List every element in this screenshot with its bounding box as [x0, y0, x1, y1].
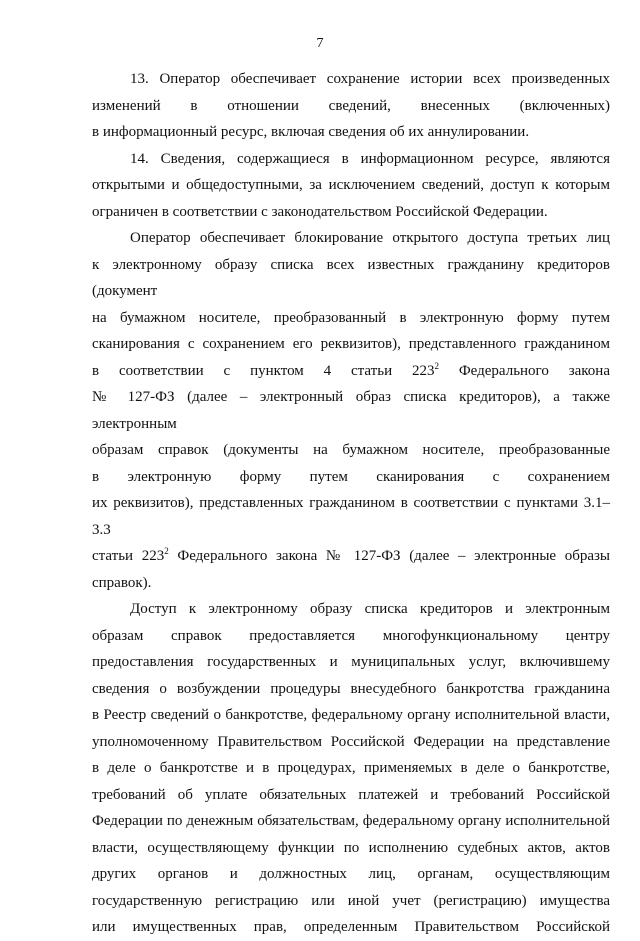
text-line: сведения о возбуждении процедуры внесудебного банкротства гражданина — [92, 680, 610, 697]
text-line: на бумажном носителе, преобразованный в электронную форму путем — [92, 309, 610, 326]
text-line: 13. Оператор обеспечивает сохранение истории всех произведенных — [130, 71, 610, 87]
text-line: ограничен в соответствии с законодательством Российской Федерации. — [92, 203, 548, 220]
text-line: других органов и должностных лиц, органам, осуществляющим — [92, 866, 610, 882]
text-line: Федерации по денежным обязательствам, федеральному органу исполнительной — [92, 813, 610, 829]
text-line: к электронному образу списка всех известных гражданину кредиторов (документ — [92, 256, 610, 299]
text-line: в Реестр сведений о банкротстве, федеральному органу исполнительной власти, — [92, 707, 610, 723]
paragraph-operator-blocking — [92, 225, 610, 596]
text-line-with-superscript — [92, 358, 610, 385]
text-line: государственную регистрацию или иной учет (регистрацию) имущества — [92, 892, 610, 909]
text-fragment: Федерального закона № 127-ФЗ (далее – электронные образы — [168, 548, 610, 564]
paragraph-14 — [92, 146, 610, 226]
text-line: предоставления государственных и муниципальных услуг, включившему — [92, 654, 610, 670]
superscript: 2 — [434, 360, 439, 371]
text-fragment: в соответствии с пунктом 4 статьи 223 — [92, 362, 435, 379]
text-line: справок). — [92, 574, 152, 591]
text-line: сканирования с сохранением его реквизитов), представленного гражданином — [92, 336, 610, 352]
text-line: открытыми и общедоступными, за исключением сведений, доступ к которым — [92, 177, 610, 193]
page-number: 7 — [316, 36, 324, 51]
text-line: Оператор обеспечивает блокирование открытого доступа третьих лиц — [130, 230, 610, 246]
paragraph-13 — [92, 66, 610, 146]
text-line: власти, осуществляющему функции по исполнению судебных актов, актов — [92, 839, 610, 856]
text-line: № 127-ФЗ (далее – электронный образ списка кредиторов), а также электронным — [92, 389, 610, 432]
text-line: или имущественных прав, определенным Правительством Российской — [92, 919, 610, 935]
superscript: 2 — [164, 546, 169, 556]
text-line: Доступ к электронному образу списка кредиторов и электронным — [130, 601, 610, 617]
text-line: образам справок (документы на бумажном носителе, преобразованные — [92, 442, 610, 458]
text-line: 14. Сведения, содержащиеся в информационном ресурсе, являются — [130, 150, 610, 167]
text-line: в электронную форму путем сканирования с сохранением — [92, 468, 610, 485]
text-line: образам справок предоставляется многофункциональному центру — [92, 627, 610, 644]
text-line: уполномоченному Правительством Российской Федерации на представление — [92, 733, 610, 750]
text-line: требований об уплате обязательных платежей и требований Российской — [92, 786, 610, 803]
text-fragment: Федерального закона — [438, 362, 610, 379]
text-line: их реквизитов), представленных гражданином в соответствии с пунктами 3.1–3.3 — [92, 495, 610, 538]
paragraph-access — [92, 596, 610, 941]
text-line: в деле о банкротстве и в процедурах, применяемых в деле о банкротстве, — [92, 760, 610, 776]
text-line: в информационный ресурс, включая сведения об их аннулировании. — [92, 124, 530, 140]
text-fragment: статьи 223 — [92, 548, 165, 564]
text-line-with-superscript — [92, 543, 610, 570]
text-line: изменений в отношении сведений, внесенных (включенных) — [92, 97, 610, 114]
